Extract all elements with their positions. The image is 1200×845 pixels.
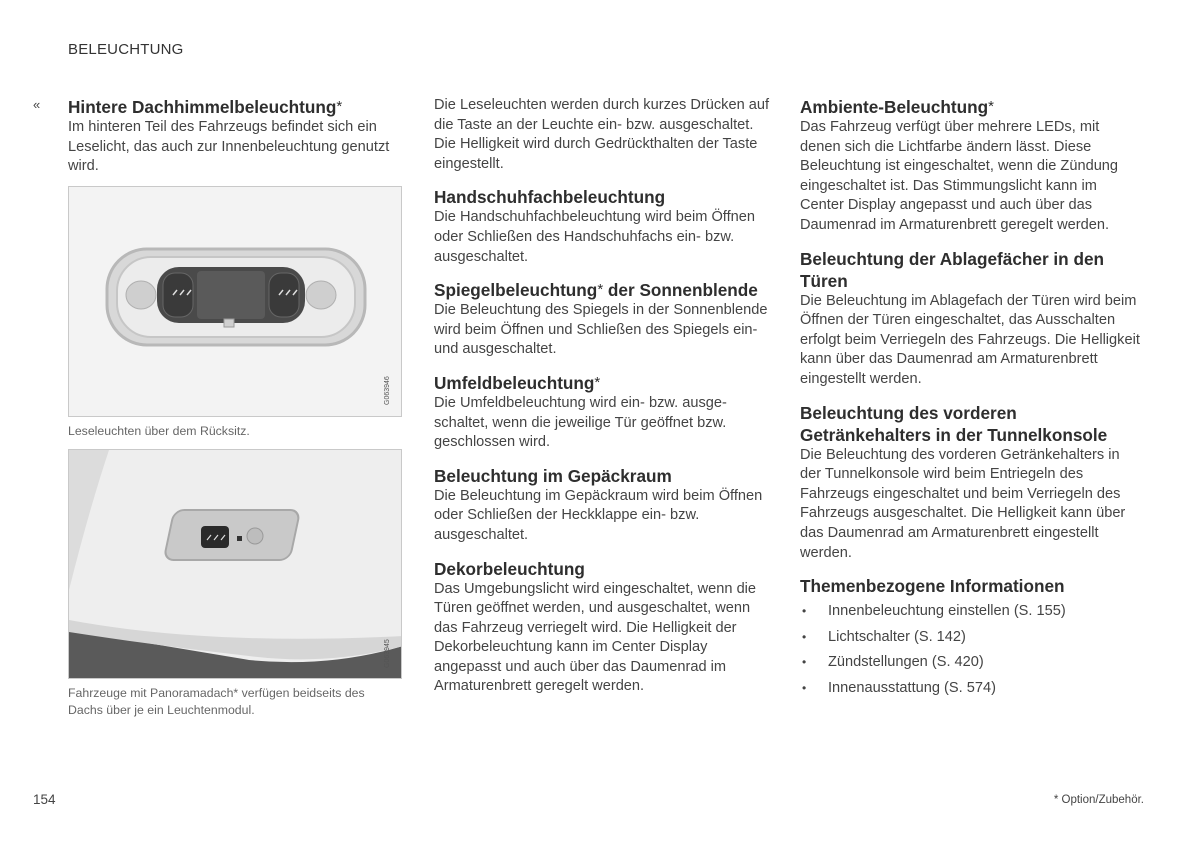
text-decor-lighting: Das Umgebungslicht wird eingeschaltet, wenn die Türen geöffnet werden, und ausgeschaltet, wenn das Fahrzeug verriegelt wird. Die Helligkeit der Dekorbeleuchtung kann im Center Display angepasst und auch über das Daumenrad im Armaturenbrett geregelt werden. [434, 580, 757, 695]
heading-ambient-lighting: Ambiente-Beleuchtung* [800, 97, 994, 117]
section-reading-light-operation [434, 96, 774, 174]
figure-caption-2: Fahrzeuge mit Panoramadach* verfügen beidseits des Dachs über je ein Leuchtenmodul. [68, 686, 365, 717]
reading-light-illustration [69, 187, 402, 417]
heading-rear-headliner-lighting: Hintere Dachhimmelbeleuchtung* [68, 97, 343, 117]
section-vanity-mirror-lighting [434, 279, 774, 360]
heading-glovebox-lighting: Handschuhfachbeleuchtung [434, 187, 666, 208]
text-cupholder-lighting: Die Beleuchtung des vorderen Getränkehalters in der Tunnelkonsole wird beim Entriegeln des Fahrzeugs eingeschaltet und beim Verriegeln des Fahrzeugs ausgeschaltet. Die Helligkeit kann über das Daumenrad am Armaturenbrett eingestellt werden. [800, 446, 1126, 561]
related-link-ignition-positions[interactable]: • Zündstellungen (S. 420) [802, 654, 984, 671]
figure-code: G063946 [384, 376, 391, 405]
heading-approach-lighting: Umfeldbeleuchtung* [434, 372, 601, 393]
heading-cargo-lighting: Beleuchtung im Gepäckraum [434, 465, 672, 486]
panorama-light-illustration [69, 450, 402, 679]
related-link-light-switch[interactable]: • Lichtschalter (S. 142) [802, 628, 966, 645]
related-links-list [800, 599, 1140, 701]
text-door-pocket-lighting: Die Beleuchtung im Ablagefach der Türen wird beim Öffnen der Türen eingeschaltet, das Ausschalten erfolgt beim Verriegeln des Fahrzeugs. Die Helligkeit kann über das Daumenrad am Armaturenbrett eingestellt werden. [800, 292, 1140, 387]
text-cargo-lighting: Die Beleuchtung im Gepäckraum wird beim Öffnen oder Schließen der Heckklappe ein- bzw. ausgeschaltet. [434, 487, 763, 543]
page-number: 154 [33, 792, 56, 807]
text-reading-light-operation: Die Leseleuchten werden durch kurzes Drücken auf die Taste an der Leuchte ein- bzw. ausgeschaltet. Die Helligkeit wird durch Gedrückthalten der Taste eingestellt. [434, 97, 770, 172]
heading-vanity-mirror-lighting: Spiegelbeleuchtung* der Sonnenblende [434, 280, 758, 301]
column-2 [434, 96, 774, 709]
heading-decor-lighting: Dekorbeleuchtung [434, 558, 585, 579]
heading-door-pocket-lighting: Beleuchtung der Ablagefächer in den Türen [800, 248, 1105, 291]
figure-reading-lights [68, 186, 402, 417]
text-rear-headliner-lighting: Im hinteren Teil des Fahrzeugs befindet sich ein Leselicht, das auch zur Innenbeleuchtung genutzt wird. [68, 119, 390, 175]
footnote: * Option/Zubehör. [1053, 794, 1144, 806]
section-decor-lighting [434, 558, 774, 698]
back-link-icon[interactable]: « [33, 97, 39, 112]
section-door-pocket-lighting [800, 248, 1140, 390]
text-glovebox-lighting: Die Handschuhfachbeleuchtung wird beim Öffnen oder Schließen des Handschuhfachs ein- bzw. ausgeschaltet. [434, 209, 755, 265]
heading-related-information: Themenbezogene Informationen [800, 576, 1065, 597]
related-link-interior-lighting[interactable]: • Innenbeleuchtung einstellen (S. 155) [802, 603, 1066, 620]
section-cargo-lighting [434, 465, 774, 546]
figure-panorama-light-module [68, 449, 402, 679]
figure-code: G063945 [384, 639, 391, 668]
related-link-interior-equipment[interactable]: • Innenausstattung (S. 574) [802, 679, 996, 696]
section-ambient-lighting [800, 96, 1140, 236]
section-related-information [800, 575, 1140, 701]
page-header: BELEUCHTUNG [68, 41, 184, 58]
text-approach-lighting: Die Umfeldbeleuchtung wird ein- bzw. ausgeschaltet, wenn die jeweilige Tür geöffnet bzw. geschlossen wird. [434, 394, 727, 451]
section-cupholder-lighting [800, 402, 1140, 564]
heading-cupholder-lighting: Beleuchtung des vorderen Getränkehalters in der Tunnelkonsole [800, 402, 1108, 445]
figure-caption-1: Leseleuchten über dem Rücksitz. [68, 424, 250, 438]
section-glovebox-lighting [434, 186, 774, 267]
text-ambient-lighting: Das Fahrzeug verfügt über mehrere LEDs, mit denen sich die Lichtfarbe ändern lässt. Diese Beleuchtung ist eingeschaltet, wenn die Zündung eingeschaltet ist. Das Stimmungslicht kann im Center Display angepasst und auch über das Daumenrad im Armaturenbrett geregelt werden. [800, 119, 1119, 233]
section-approach-lighting [434, 372, 774, 453]
column-1 [68, 96, 403, 177]
text-vanity-mirror-lighting: Die Beleuchtung des Spiegels in der Sonnenblende wird beim Öffnen und Schließen des Spiegels ein- und ausgeschaltet. [434, 302, 768, 358]
column-3 [800, 96, 1140, 713]
